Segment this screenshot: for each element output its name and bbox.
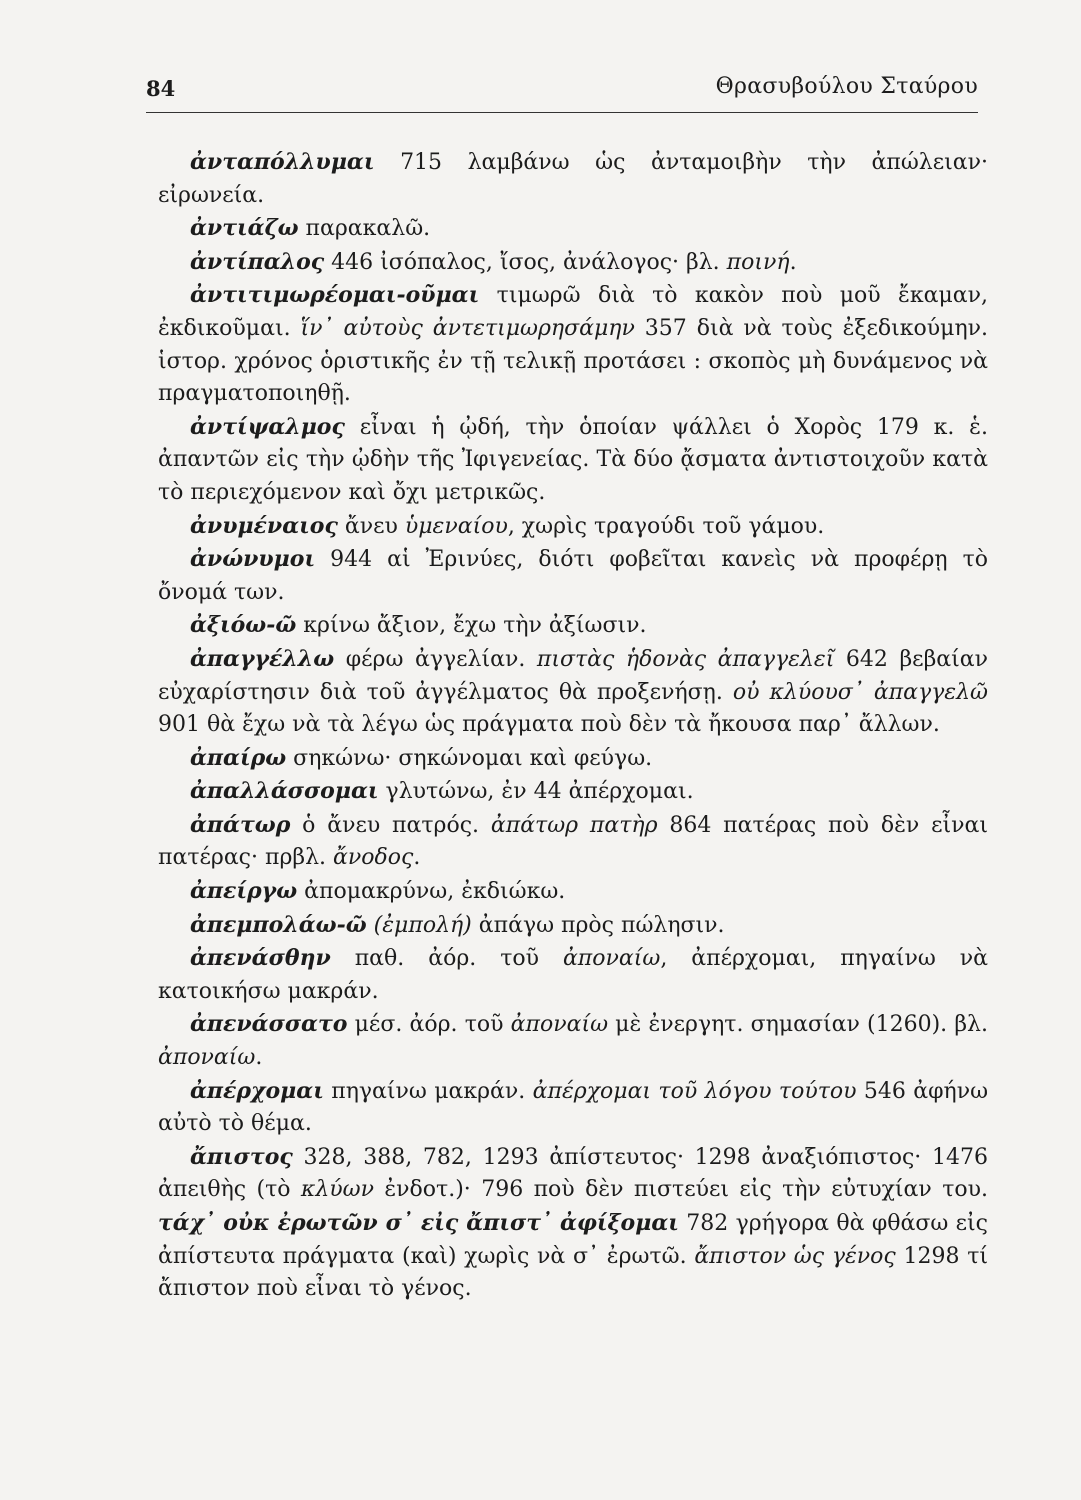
glossary-entry	[158, 146, 988, 212]
entry-text: .	[255, 1045, 263, 1071]
glossary-entries	[158, 146, 988, 1306]
glossary-entry	[158, 809, 988, 875]
glossary-entry	[158, 1008, 988, 1074]
glossary-entry	[158, 875, 988, 909]
entry-italic-text: ἄπιστον ὡς γένος	[694, 1243, 896, 1269]
glossary-entry	[158, 742, 988, 776]
entry-italic-text: τάχ᾽ οὐκ ἐρωτῶν σ᾽ εἰς ἄπιστ᾽ ἀφίξομαι	[158, 1210, 679, 1236]
entry-text: ἄνευ	[337, 513, 405, 539]
entry-text: 546 ἀφήνω αὐτὸ τὸ θέμα.	[158, 1078, 989, 1137]
entry-italic-text: ἀποναίω	[562, 946, 661, 972]
entry-text: .	[413, 845, 421, 871]
glossary-entry	[158, 643, 988, 742]
entry-headword: ἀπάτωρ	[190, 811, 291, 838]
entry-text: ἀπάγω πρὸς πώλησιν.	[471, 912, 725, 938]
entry-headword: ἀπαγγέλλω	[190, 645, 335, 672]
entry-headword: ἀντίπαλος	[190, 248, 325, 275]
entry-text: γλυτώνω, ἐν 44 ἀπέρχομαι.	[378, 779, 694, 805]
entry-headword: ἀντιάζω	[190, 215, 299, 242]
entry-italic-text: πιστὰς ἡδονὰς ἀπαγγελεῖ	[536, 646, 835, 672]
running-title: Θρασυβούλου Σταύρου	[715, 74, 978, 99]
entry-text: φέρω ἀγγελίαν.	[334, 646, 537, 672]
entry-headword: ἀνώνυμοι	[190, 546, 316, 573]
entry-italic-text: οὐ κλύουσ᾽ ἀπαγγελῶ	[732, 679, 988, 705]
entry-headword: ἀπαλλάσσομαι	[190, 778, 379, 805]
entry-text: .	[789, 249, 797, 275]
entry-text: ὁ ἄνευ πατρός.	[290, 812, 491, 838]
entry-text: , χωρὶς τραγούδι τοῦ γάμου.	[507, 513, 825, 539]
entry-text: 782 γρήγορα θὰ φθάσω εἰς ἀπίστευτα πράγματα (καὶ) χωρὶς νὰ σ᾽ ἐρωτῶ.	[158, 1211, 988, 1269]
glossary-entry	[158, 942, 988, 1008]
entry-text: , ἀπέρχομαι, πηγαίνω νὰ κατοικήσω μακράν.	[158, 946, 988, 1004]
glossary-entry	[158, 543, 988, 609]
glossary-entry	[158, 1141, 988, 1306]
entry-text: τιμωρῶ διὰ τὸ κακὸν ποὺ μοῦ ἔκαμαν, ἐκδικοῦμαι.	[158, 283, 988, 341]
entry-headword: ἀντίψαλμος	[190, 413, 345, 440]
entry-text: 357 διὰ νὰ τοὺς ἐξεδικούμην. ἱστορ. χρόνος ὁριστικῆς ἐν τῇ τελικῇ προτάσει : σκοπὸς μὴ δυνάμενος νὰ πραγματοποιηθῇ.	[158, 315, 988, 407]
entry-text: 901 θὰ ἔχω νὰ τὰ λέγω ὡς πράγματα ποὺ δὲν τὰ ἤκουσα παρ᾽ ἄλλων.	[158, 712, 940, 738]
glossary-entry	[158, 1075, 988, 1141]
entry-italic-text: (ἐμπολή)	[373, 912, 472, 938]
glossary-entry	[158, 212, 988, 246]
entry-headword: ἀνυμέναιος	[190, 512, 338, 539]
entry-text: ἀπομακρύνω, ἐκδιώκω.	[297, 879, 566, 905]
entry-headword: ἀπενάσθην	[190, 945, 331, 972]
glossary-entry	[158, 909, 988, 943]
entry-italic-text: ἵν᾽ αὐτοὺς ἀντετιμωρησάμην	[300, 315, 635, 341]
header-rule	[146, 112, 978, 113]
entry-text: 864 πατέρας ποὺ δὲν εἶναι πατέρας· πρβλ.	[158, 812, 988, 871]
entry-text: πηγαίνω μακράν.	[323, 1078, 533, 1104]
entry-italic-text: ἀπάτωρ πατὴρ	[490, 812, 658, 838]
entry-headword: ἀπεμπολάω-ῶ	[190, 911, 367, 938]
entry-italic-text: ἀπέρχομαι τοῦ λόγου τούτου	[532, 1078, 857, 1104]
entry-italic-text: ὑμεναίου	[404, 513, 508, 539]
entry-text: παρακαλῶ.	[298, 216, 431, 242]
entry-text: ἐνδοτ.)· 796 ποὺ δὲν πιστεύει εἰς τὴν εὐτυχίαν του.	[373, 1177, 988, 1203]
entry-text: 446 ἰσόπαλος, ἴσος, ἀνάλογος· βλ.	[324, 249, 727, 275]
entry-text: μὲ ἐνεργητ. σημασίαν (1260). βλ.	[608, 1012, 988, 1038]
entry-italic-text: ἀποναίω	[510, 1012, 609, 1038]
entry-headword: ἀπενάσσατο	[190, 1011, 348, 1038]
glossary-entry	[158, 279, 988, 410]
entry-text: 642 βεβαίαν εὐχαρίστησιν διὰ τοῦ ἀγγέλματος θὰ προξενήσῃ.	[158, 646, 989, 705]
glossary-entry	[158, 510, 988, 544]
glossary-entry	[158, 246, 988, 280]
entry-headword: ἀντιτιμωρέομαι-οῦμαι	[190, 282, 480, 309]
entry-italic-text: ποινή	[726, 249, 790, 275]
page-number: 84	[146, 76, 176, 101]
entry-headword: ἀνταπόλλυμαι	[190, 149, 375, 175]
entry-headword: ἀξιόω-ῶ	[190, 612, 297, 639]
entry-text	[367, 913, 374, 938]
glossary-entry	[158, 609, 988, 643]
entry-text: 715 λαμβάνω ὡς ἀνταμοιβὴν τὴν ἀπώλειαν· εἰρωνεία.	[158, 150, 988, 208]
entry-text: 1298 τί ἄπιστον ποὺ εἶναι τὸ γένος.	[158, 1243, 988, 1302]
entry-text: 328, 388, 782, 1293 ἀπίστευτος· 1298 ἀναξιόπιστος· 1476 ἀπειθὴς (τὸ	[158, 1144, 988, 1203]
entry-text: κρίνω ἄξιον, ἔχω τὴν ἀξίωσιν.	[296, 613, 647, 639]
entry-text: σηκώνω· σηκώνομαι καὶ φεύγω.	[286, 745, 653, 771]
entry-text: 944 αἱ Ἐρινύες, διότι φοβεῖται κανεὶς νὰ προφέρῃ τὸ ὄνομά των.	[158, 547, 988, 605]
entry-text: μέσ. ἀόρ. τοῦ	[347, 1012, 511, 1038]
entry-headword: ἀπείργω	[190, 878, 298, 905]
entry-headword: ἄπιστος	[190, 1143, 293, 1170]
entry-italic-text: κλύων	[300, 1177, 374, 1203]
entry-headword: ἀπαίρω	[190, 744, 287, 771]
entry-italic-text: ἄνοδος	[333, 845, 414, 871]
entry-italic-text: ἀποναίω	[158, 1045, 256, 1071]
entry-headword: ἀπέρχομαι	[190, 1077, 324, 1104]
glossary-entry	[158, 411, 988, 510]
glossary-entry	[158, 775, 988, 809]
entry-text: εἶναι ἡ ᾠδή, τὴν ὁποίαν ψάλλει ὁ Χορὸς 179 κ. ἑ. ἀπαντῶν εἰς τὴν ᾠδὴν τῆς Ἰφιγενείας. Τὰ δύο ᾄσματα ἀντιστοιχοῦν κατὰ τὸ περιεχόμενον καὶ ὄχι μετρικῶς.	[158, 414, 988, 505]
entry-text: παθ. ἀόρ. τοῦ	[330, 946, 563, 972]
